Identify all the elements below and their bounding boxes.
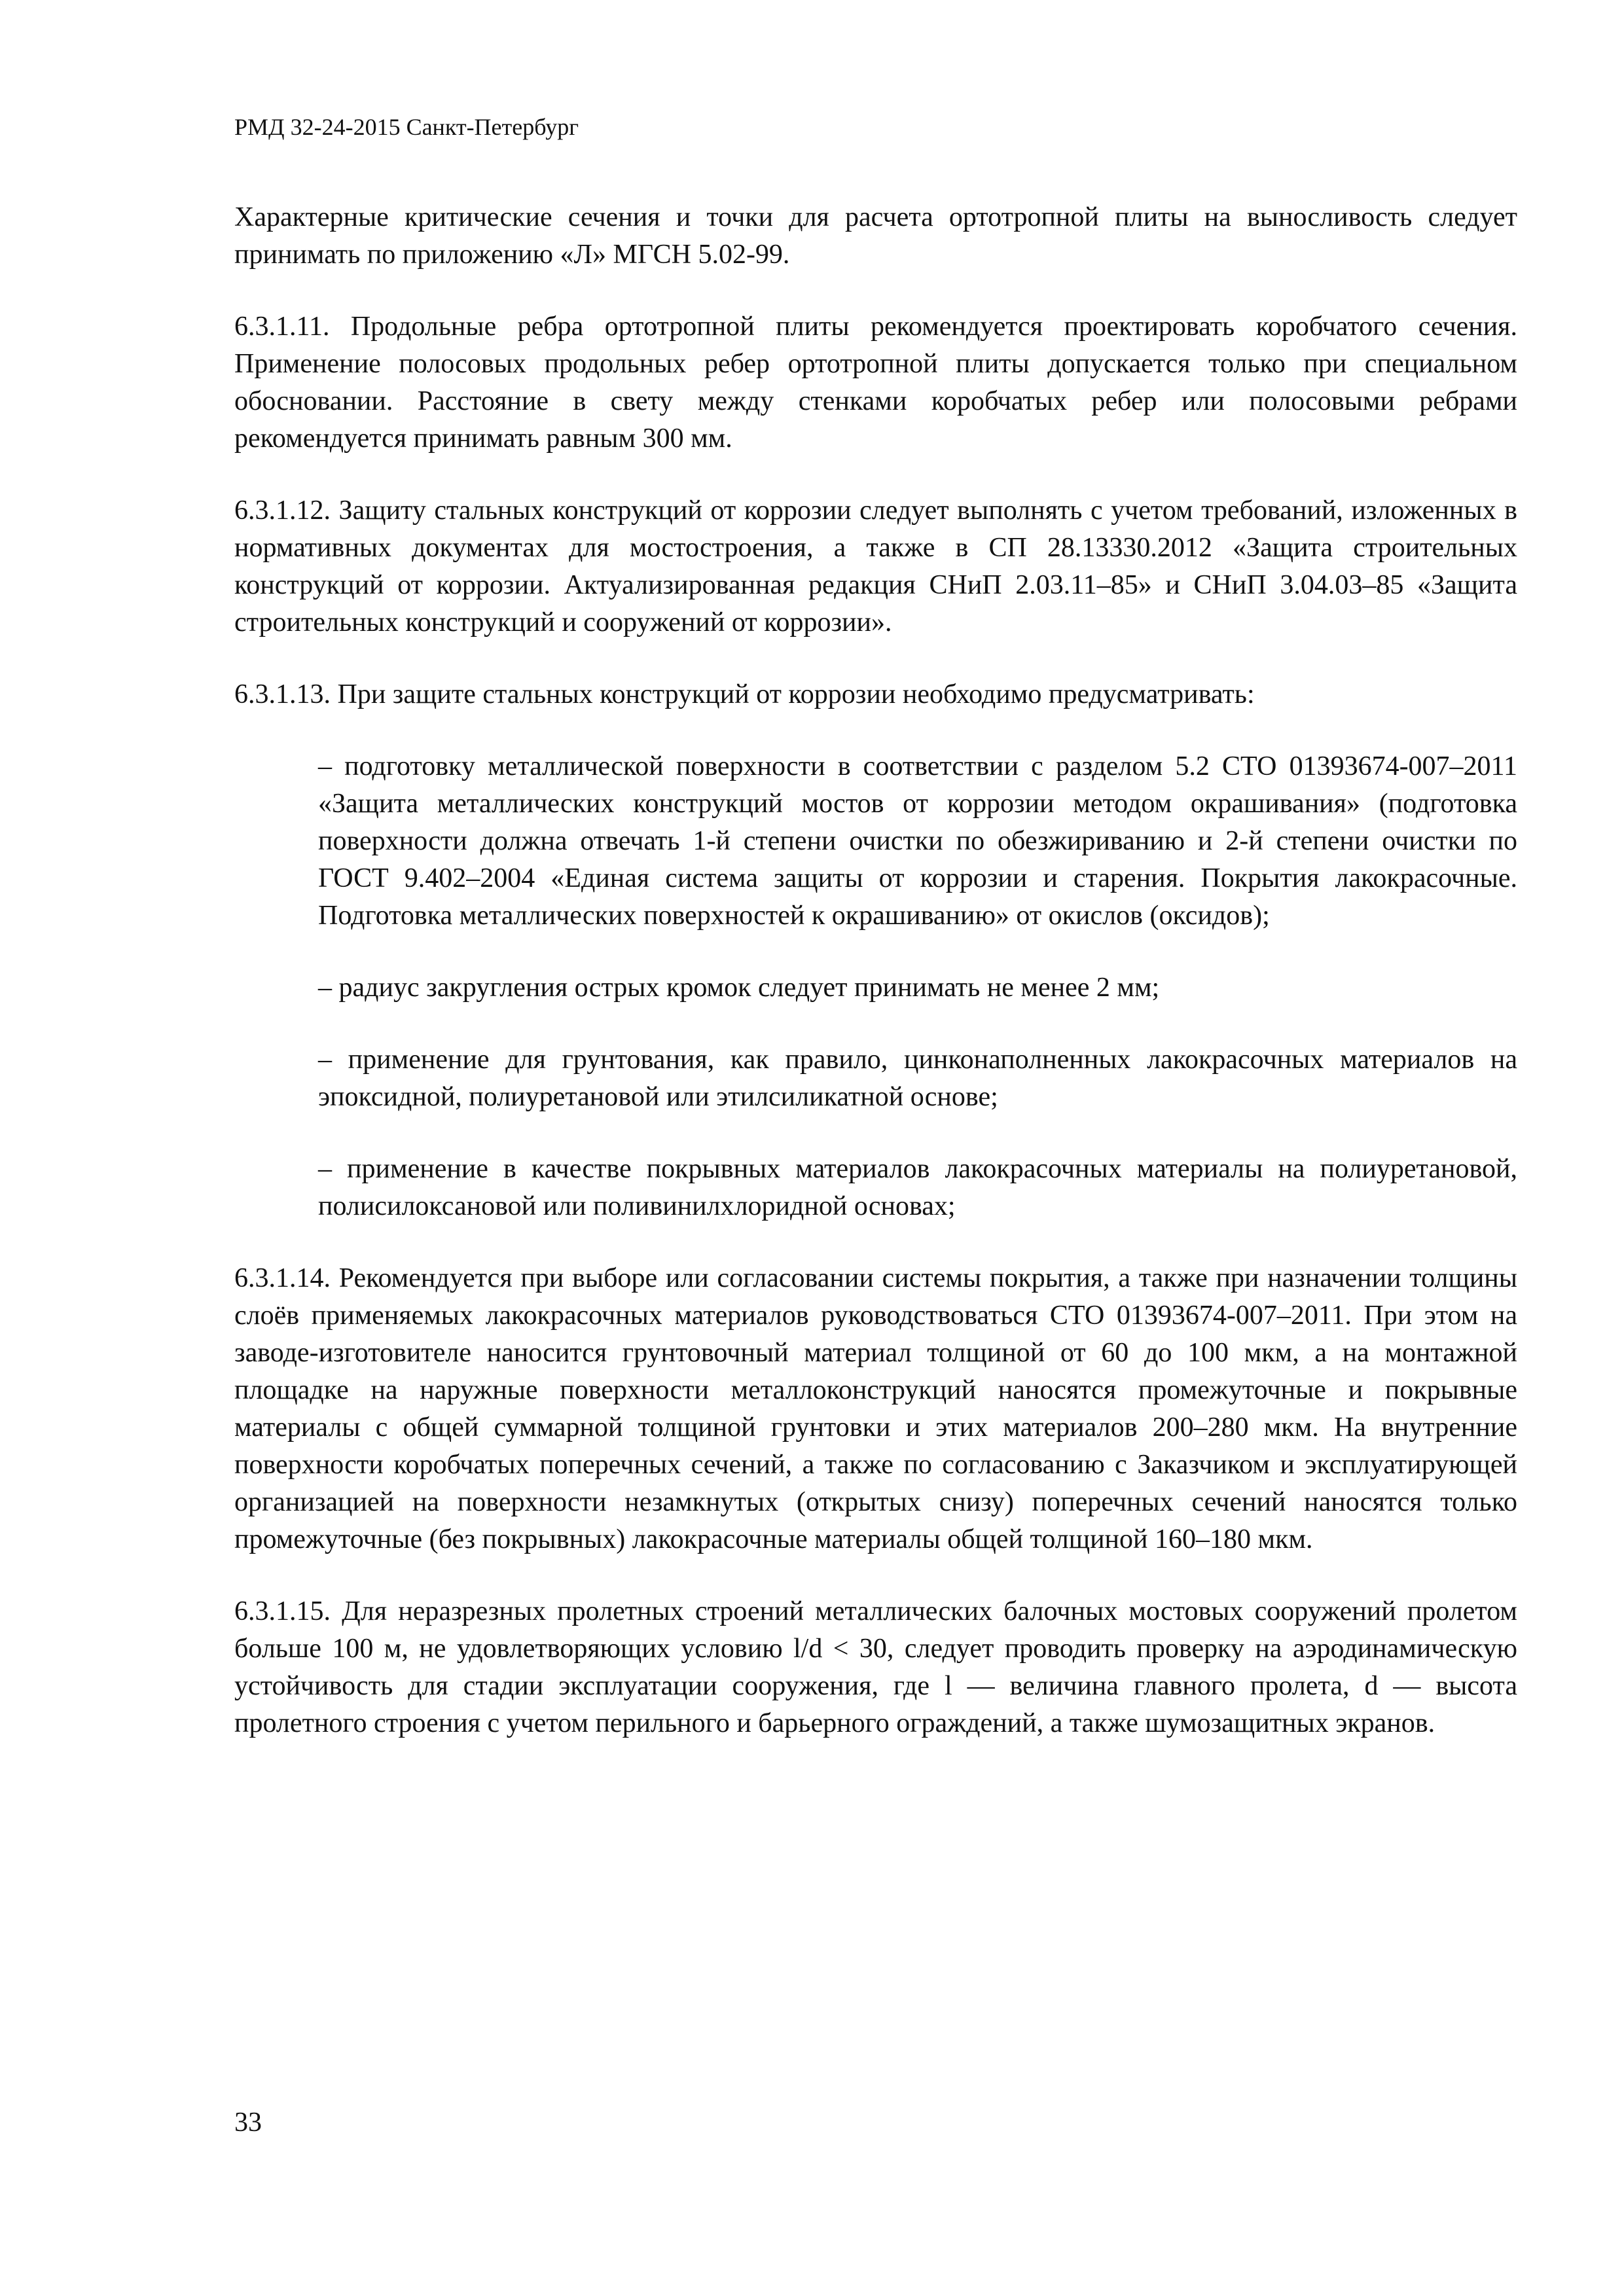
page-number: 33 — [234, 2108, 262, 2138]
list-item: – применение для грунтования, как правило, цинконаполненных лакокрасочных материалов на эпоксидной, полиуретановой или этилсиликатной основе; — [318, 1045, 1517, 1112]
list-item: – применение в качестве покрывных материалов лакокрасочных материалы на полиуретановой, полисилоксановой или поливинилхлоридной основах; — [318, 1154, 1517, 1221]
paragraph-6-3-1-11: 6.3.1.11. Продольные ребра ортотропной плиты рекомендуется проектировать коробчатого сечения. Применение полосовых продольных ребер ортотропной плиты допускается только при специальном обосновании. Расстояние в свету между стенками коробчатых ребер или полосовыми ребрами рекомендуется принимать равным 300 мм. — [234, 312, 1517, 454]
paragraph-6-3-1-14: 6.3.1.14. Рекомендуется при выборе или согласовании системы покрытия, а также при назначении толщины слоёв применяемых лакокрасочных материалов руководствоваться СТО 01393674-007–2011. При этом на заводе-изготовителе наносится грунтовочный материал толщиной от 60 до 100 мкм, а на монтажной площадке на наружные поверхности металлоконструкций наносятся промежуточные и покрывные материалы с общей суммарной толщиной грунтовки и этих материалов 200–280 мкм. На внутренние поверхности коробчатых поперечных сечений, а также по согласованию с Заказчиком и эксплуатирующей организацией на поверхности незамкнутых (открытых снизу) поперечных сечений наносятся только промежуточные (без покрывных) лакокрасочные материалы общей толщиной 160–180 мкм. — [234, 1263, 1517, 1554]
list-item: – подготовку металлической поверхности в соответствии с разделом 5.2 СТО 01393674-007–2011 «Защита металлических конструкций мостов от коррозии методом окрашивания» (подготовка поверхности должна отвечать 1-й степени очистки по обезжириванию и 2-й степени очистки по ГОСТ 9.402–2004 «Единая система защиты от коррозии и старения. Покрытия лакокрасочные. Подготовка металлических поверхностей к окрашиванию» от окислов (оксидов); — [318, 751, 1517, 931]
paragraph-6-3-1-13: 6.3.1.13. При защите стальных конструкций от коррозии необходимо предусматривать: — [234, 679, 1255, 709]
paragraph-6-3-1-12: 6.3.1.12. Защиту стальных конструкций от коррозии следует выполнять с учетом требований, изложенных в нормативных документах для мостостроения, а также в СП 28.13330.2012 «Защита строительных конструкций от коррозии. Актуализированная редакция СНиП 2.03.11–85» и СНиП 3.04.03–85 «Защита строительных конструкций и сооружений от коррозии». — [234, 495, 1517, 637]
list-item: – радиус закругления острых кромок следует принимать не менее 2 мм; — [318, 973, 1160, 1003]
paragraph-intro: Характерные критические сечения и точки для расчета ортотропной плиты на выносливость следует принимать по приложению «Л» МГСН 5.02-99. — [234, 202, 1517, 270]
body-text — [234, 199, 1517, 1777]
running-header: РМД 32-24-2015 Санкт-Петербург — [234, 114, 579, 140]
paragraph-6-3-1-15: 6.3.1.15. Для неразрезных пролетных строений металлических балочных мостовых сооружений пролетом больше 100 м, не удовлетворяющих условию l/d < 30, следует проводить проверку на аэродинамическую устойчивость для стадии эксплуатации сооружения, где l — величина главного пролета, d — высота пролетного строения с учетом перильного и барьерного ограждений, а также шумозащитных экранов. — [234, 1596, 1517, 1738]
